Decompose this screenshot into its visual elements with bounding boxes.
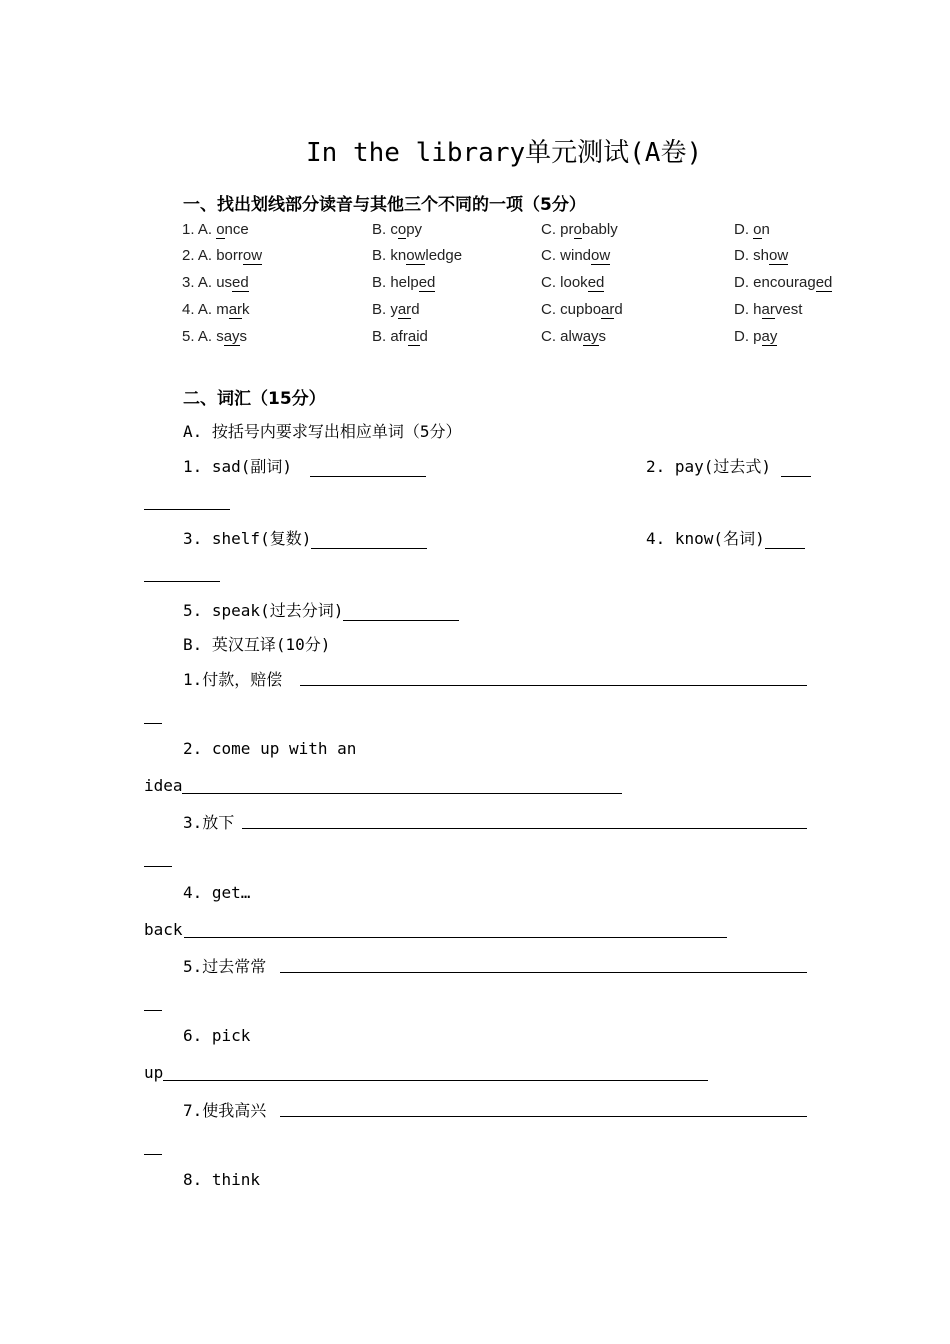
underlined-letters: ed xyxy=(232,274,249,291)
answer-line-continued[interactable] xyxy=(144,866,172,867)
answer-line-continued[interactable] xyxy=(144,1010,162,1011)
option-3-c[interactable] xyxy=(541,274,604,291)
answer-line[interactable] xyxy=(163,1080,708,1081)
option-2-b[interactable] xyxy=(372,247,462,264)
underlined-letters: ar xyxy=(601,301,615,318)
option-1-b[interactable] xyxy=(372,221,422,238)
answer-blank[interactable] xyxy=(311,532,427,549)
answer-blank[interactable] xyxy=(781,460,811,477)
option-3-b[interactable] xyxy=(372,274,435,291)
option-4-a[interactable] xyxy=(182,301,250,318)
underlined-letters: o xyxy=(397,221,407,238)
option-text: 1. A. xyxy=(182,221,217,238)
option-5-c[interactable] xyxy=(541,328,606,345)
option-text: ledge xyxy=(425,247,463,264)
option-1-d[interactable] xyxy=(734,221,770,238)
option-text: D. xyxy=(734,221,754,238)
option-text: d xyxy=(411,301,420,318)
underlined-letters: ai xyxy=(407,328,420,345)
underlined-letters: ay xyxy=(223,328,240,345)
question-b4-cont: back xyxy=(144,920,183,939)
option-text: 4. A. m xyxy=(182,301,229,318)
underlined-letters: ar xyxy=(397,301,412,318)
question-a1 xyxy=(183,454,426,477)
answer-blank-continued[interactable] xyxy=(144,509,230,510)
question-a4 xyxy=(646,526,805,549)
part-a-heading: A. 按括号内要求写出相应单词（5分） xyxy=(183,422,462,441)
option-text: bably xyxy=(581,221,618,238)
answer-line-continued[interactable] xyxy=(144,1154,162,1155)
part-b-heading: B. 英汉互译(10分) xyxy=(183,635,331,654)
question-b1: 1.付款，赔偿 xyxy=(183,670,283,689)
option-text: B. afr xyxy=(372,328,408,345)
question-a2 xyxy=(646,454,811,477)
page-title: In the library单元测试(A卷) xyxy=(306,138,703,168)
question-a5 xyxy=(183,598,459,621)
answer-line[interactable] xyxy=(300,685,807,686)
option-2-a[interactable] xyxy=(182,247,262,264)
option-text: C. look xyxy=(541,274,588,291)
underlined-letters: o xyxy=(753,221,762,238)
underlined-letters: ay xyxy=(582,328,599,345)
question-b5: 5.过去常常 xyxy=(183,957,267,976)
section1-heading: 一、找出划线部分读音与其他三个不同的一项（5分） xyxy=(183,195,586,215)
option-1-c[interactable] xyxy=(541,221,618,238)
option-text: D. h xyxy=(734,301,762,318)
underlined-letters: ow xyxy=(242,247,263,264)
question-a2-text: 2. pay(过去式) xyxy=(646,457,772,476)
question-b7: 7.使我高兴 xyxy=(183,1101,267,1120)
option-text: d xyxy=(419,328,428,345)
option-text: d xyxy=(614,301,623,318)
option-text: nce xyxy=(224,221,249,238)
answer-line-continued[interactable] xyxy=(144,723,162,724)
option-text: k xyxy=(242,301,250,318)
answer-line[interactable] xyxy=(182,793,622,794)
underlined-letters: ar xyxy=(761,301,775,318)
answer-line[interactable] xyxy=(280,1116,807,1117)
underlined-letters: ar xyxy=(228,301,243,318)
option-4-b[interactable] xyxy=(372,301,420,318)
underlined-letters: ed xyxy=(418,274,436,291)
option-text: py xyxy=(406,221,423,238)
option-text: B. c xyxy=(372,221,398,238)
underlined-letters: ay xyxy=(761,328,778,345)
section2-heading: 二、词汇（15分） xyxy=(183,389,326,409)
option-2-d[interactable] xyxy=(734,247,788,264)
answer-blank[interactable] xyxy=(765,532,805,549)
option-5-d[interactable] xyxy=(734,328,777,345)
option-text: D. sh xyxy=(734,247,770,264)
question-b4: 4. get… xyxy=(183,883,251,902)
option-text: B. kn xyxy=(372,247,407,264)
option-text: B. help xyxy=(372,274,419,291)
question-a3 xyxy=(183,526,427,549)
underlined-letters: ow xyxy=(769,247,789,264)
option-text: s xyxy=(598,328,607,345)
answer-line[interactable] xyxy=(242,828,807,829)
option-text: 5. A. s xyxy=(182,328,224,345)
question-b3: 3.放下 xyxy=(183,813,235,832)
option-text: D. encourag xyxy=(734,274,816,291)
underlined-letters: ed xyxy=(815,274,833,291)
question-b6: 6. pick xyxy=(183,1026,251,1045)
option-text: D. p xyxy=(734,328,762,345)
question-b6-cont: up xyxy=(144,1063,164,1082)
option-text: B. y xyxy=(372,301,398,318)
option-text: n xyxy=(761,221,770,238)
question-a3-text: 3. shelf(复数) xyxy=(183,529,312,548)
underlined-letters: o xyxy=(573,221,582,238)
question-b8: 8. think xyxy=(183,1170,261,1189)
underlined-letters: o xyxy=(216,221,225,238)
option-5-b[interactable] xyxy=(372,328,428,345)
option-text: s xyxy=(239,328,248,345)
question-a4-text: 4. know(名词) xyxy=(646,529,765,548)
option-text: 2. A. borr xyxy=(182,247,243,264)
option-2-c[interactable] xyxy=(541,247,610,264)
question-a1-text: 1. sad(副词) xyxy=(183,457,293,476)
option-3-a[interactable] xyxy=(182,274,249,291)
question-b2: 2. come up with an xyxy=(183,739,357,758)
option-text: C. wind xyxy=(541,247,592,264)
option-4-c[interactable] xyxy=(541,301,623,318)
underlined-letters: ow xyxy=(406,247,426,264)
underlined-letters: ed xyxy=(587,274,605,291)
answer-line[interactable] xyxy=(184,937,727,938)
answer-blank[interactable] xyxy=(343,604,459,621)
option-1-a[interactable] xyxy=(182,221,249,238)
option-3-d[interactable] xyxy=(734,274,832,291)
answer-blank[interactable] xyxy=(310,460,426,477)
option-5-a[interactable] xyxy=(182,328,247,345)
underlined-letters: ow xyxy=(591,247,611,264)
option-text: C. alw xyxy=(541,328,583,345)
option-text: C. cupbo xyxy=(541,301,602,318)
option-text: C. pr xyxy=(541,221,574,238)
option-4-d[interactable] xyxy=(734,301,802,318)
option-text: vest xyxy=(774,301,803,318)
question-b2-cont: idea xyxy=(144,776,183,795)
answer-blank-continued[interactable] xyxy=(144,581,220,582)
answer-line[interactable] xyxy=(280,972,807,973)
option-text: 3. A. us xyxy=(182,274,233,291)
question-a5-text: 5. speak(过去分词) xyxy=(183,601,344,620)
